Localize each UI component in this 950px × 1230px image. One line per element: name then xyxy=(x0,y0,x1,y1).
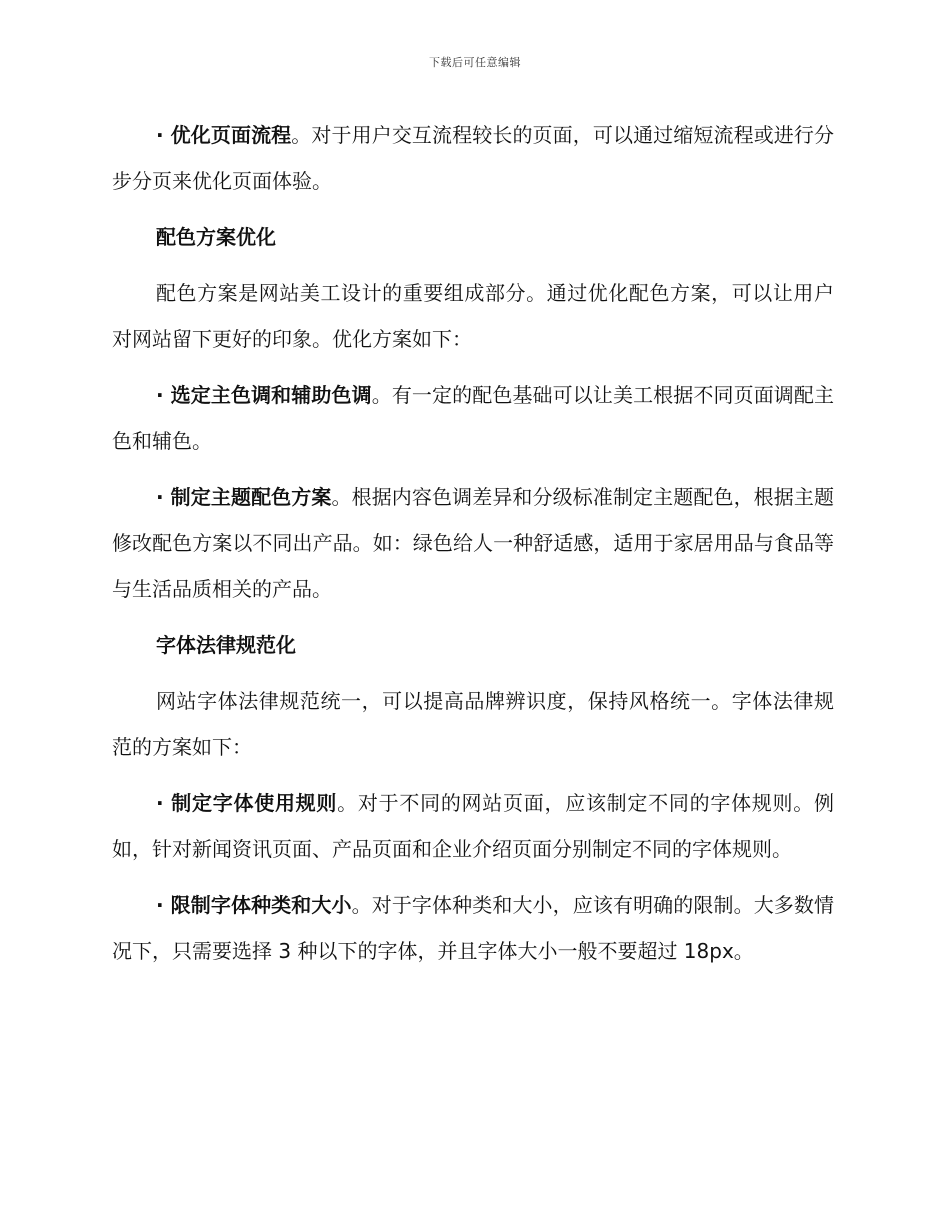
bullet-title: · 制定主题配色方案 xyxy=(156,485,332,509)
bullet-paragraph-font-rules xyxy=(112,780,834,872)
page-header: 下载后可任意编辑 xyxy=(429,56,521,69)
paragraph-font-standard-intro: 网站字体法律规范统一，可以提高品牌辨识度，保持风格统一。字体法律规范的方案如下： xyxy=(112,689,834,759)
bullet-text: 。根据内容色调差异和分级标准制定主题配色，根据主题修改配色方案以不同出产品。如：绿色给人一种舒适感，适用于家居用品与食品等与生活品质相关的产品。 xyxy=(112,485,834,601)
section-heading-color-scheme: 配色方案优化 xyxy=(156,225,276,249)
bullet-paragraph-main-colors xyxy=(112,372,834,464)
bullet-paragraph-font-limits xyxy=(112,882,834,974)
bullet-text: 。对于不同的网站页面，应该制定不同的字体规则。例如，针对新闻资讯页面、产品页面和企业介绍页面分别制定不同的字体规则。 xyxy=(112,791,835,861)
bullet-title: · 制定字体使用规则 xyxy=(156,791,338,815)
section-heading-font-standard: 字体法律规范化 xyxy=(156,633,296,657)
bullet-title: · 限制字体种类和大小 xyxy=(156,893,352,917)
bullet-title: · 选定主色调和辅助色调 xyxy=(156,383,372,407)
bullet-title: · 优化页面流程 xyxy=(156,123,292,147)
paragraph-color-scheme-intro: 配色方案是网站美工设计的重要组成部分。通过优化配色方案，可以让用户对网站留下更好的印象。优化方案如下： xyxy=(112,281,834,351)
bullet-text: 。有一定的配色基础可以让美工根据不同页面调配主色和辅色。 xyxy=(112,383,835,453)
bullet-paragraph-theme-colors xyxy=(112,474,834,612)
document-body xyxy=(112,112,834,974)
bullet-paragraph-optimize-flow xyxy=(112,112,834,204)
bullet-text: 。对于用户交互流程较长的页面，可以通过缩短流程或进行分步分页来优化页面体验。 xyxy=(112,123,835,193)
bullet-text: 。对于字体种类和大小，应该有明确的限制。大多数情况下，只需要选择 3 种以下的字体，并且字体大小一般不要超过 18px。 xyxy=(112,893,835,963)
